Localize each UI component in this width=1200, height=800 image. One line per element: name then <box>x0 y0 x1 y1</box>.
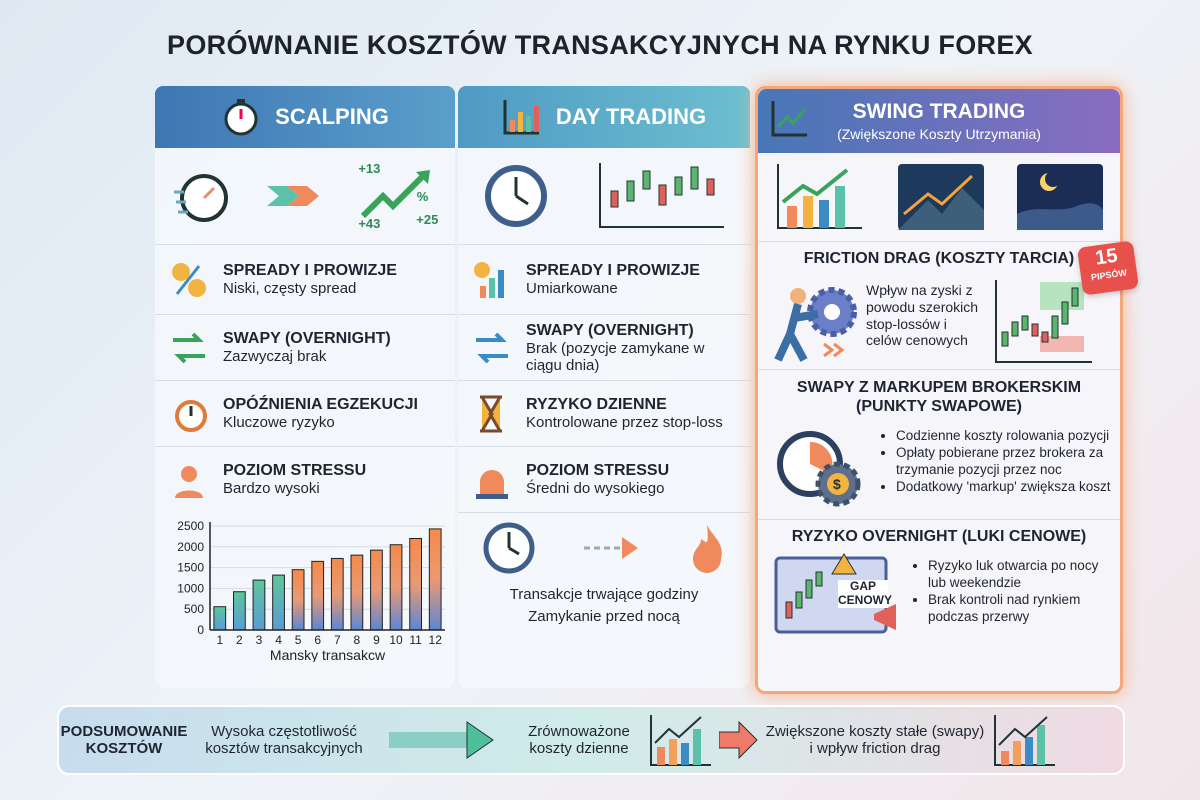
stopwatch-icon <box>221 97 261 137</box>
swap-arrows-icon <box>169 328 209 368</box>
bar <box>253 580 265 630</box>
friction-drag-title: FRICTION DRAG (KOSZTY TARCIA) <box>803 250 1075 267</box>
growth-chart-icon <box>775 162 865 232</box>
growth-chart-icon <box>770 99 810 139</box>
fire-icon <box>687 523 727 573</box>
day-footer-text: Transakcje trwające godziny Zamykanie przed nocą <box>509 586 699 625</box>
growth-chart-icon <box>993 713 1057 767</box>
transactions-bar-chart <box>155 512 455 662</box>
bar <box>410 538 422 630</box>
arrows-forward-icon <box>265 176 325 216</box>
day-spread-row: SPREADY I PROWIZJE Umiarkowane <box>458 244 750 314</box>
y-tick-label: 1000 <box>177 581 204 596</box>
stressed-person-icon <box>169 460 209 500</box>
bar <box>390 545 402 630</box>
cost-summary-bar <box>57 705 1125 775</box>
mountain-chart-icon <box>898 164 984 230</box>
x-tick-label: 6 <box>314 633 322 647</box>
growth-arrow-icon: +13 % +43 +25 <box>358 161 439 231</box>
swap-markup-list: • Codzienne koszty rolowania pozycji • Opłaty pobierane przez brokera za trzymanie pozycji przez noc • Dodatkowy 'markup' zwiększa koszt <box>878 428 1114 496</box>
growth-chart-icon <box>649 713 713 767</box>
x-tick-label: 1 <box>216 633 224 647</box>
arrow-right-icon <box>379 720 509 760</box>
swing-trading-title: SWING TRADING <box>852 100 1026 123</box>
scalping-column <box>155 86 455 688</box>
speed-arrow-icon <box>582 533 642 563</box>
swing-trading-column <box>755 86 1128 694</box>
swap-markup-section <box>758 369 1120 519</box>
x-tick-label: 11 <box>409 633 422 647</box>
bar <box>292 570 304 630</box>
bar <box>234 592 246 630</box>
bar-chart-icon <box>502 98 542 136</box>
alarm-light-icon <box>472 460 512 500</box>
overnight-risk-list: • Ryzyko luk otwarcia po nocy lub weekendzie • Brak kontroli nad rynkiem podczas przerwy <box>910 558 1110 626</box>
scalping-latency-row: OPÓŹNIENIA EGZEKUCJI Kluczowe ryzyko <box>155 380 455 446</box>
scalping-spread-row: SPREADY I PROWIZJE Niski, częsty spread <box>155 244 455 314</box>
candlestick-chart-icon <box>597 161 727 231</box>
swing-trading-subtitle: (Zwiększone Koszty Utrzymania) <box>837 126 1041 142</box>
x-tick-label: 10 <box>389 633 403 647</box>
night-moon-icon <box>1017 164 1103 230</box>
bar <box>371 550 383 630</box>
day-icons <box>458 148 750 244</box>
x-tick-label: 2 <box>236 633 243 647</box>
swap-markup-title: SWAPY Z MARKUPEM BROKERSKIM (PUNKTY SWAPOWE) <box>796 379 1082 416</box>
y-tick-label: 1500 <box>177 560 204 575</box>
swing-trading-header <box>758 89 1120 153</box>
candlestick-targets-icon <box>994 278 1094 366</box>
day-trading-column <box>458 86 750 688</box>
bar <box>214 607 226 630</box>
friction-drag-section <box>758 241 1128 369</box>
clock-icon <box>481 161 551 231</box>
bar <box>312 561 324 630</box>
clock-dollar-gear-icon <box>770 422 870 512</box>
bar <box>429 529 441 630</box>
overnight-risk-title: RYZYKO OVERNIGHT (LUKI CENOWE) <box>791 528 1087 545</box>
x-tick-label: 4 <box>275 633 282 647</box>
swap-arrows-icon <box>472 328 512 368</box>
day-trading-title: DAY TRADING <box>555 104 707 129</box>
friction-drag-desc: Wpływ na zyski z powodu szerokich stop-lossów i celów cenowych <box>866 282 979 349</box>
pips-price-tag: 15 PIPSÓW <box>1077 240 1139 295</box>
clock-icon <box>481 520 537 576</box>
x-tick-label: 5 <box>294 633 302 647</box>
arrow-right-red-icon <box>719 720 759 760</box>
gap-label: GAP CENOWY <box>838 579 892 607</box>
x-tick-label: 8 <box>353 633 361 647</box>
bar <box>331 558 343 630</box>
scalping-stress-row: POZIOM STRESSU Bardzo wysoki <box>155 446 455 512</box>
hourglass-icon <box>472 394 512 434</box>
bar <box>273 575 285 630</box>
page-title: PORÓWNANIE KOSZTÓW TRANSAKCYJNYCH NA RYNKU FOREX <box>167 30 1033 60</box>
stopwatch-icon <box>172 166 232 226</box>
day-trading-header <box>458 86 750 148</box>
x-tick-label: 3 <box>255 633 263 647</box>
clock-fast-icon <box>169 394 209 434</box>
svg-text:$: $ <box>833 476 841 492</box>
summary-day: Zrównoważone koszty dzienne <box>528 723 630 757</box>
y-tick-label: 2500 <box>177 519 204 533</box>
day-risk-row: RYZYKO DZIENNE Kontrolowane przez stop-loss <box>458 380 750 446</box>
x-tick-label: 7 <box>333 633 341 647</box>
scalping-title: SCALPING <box>275 104 389 129</box>
summary-swing: Zwiększone koszty stałe (swapy) i wpływ friction drag <box>765 723 985 757</box>
x-tick-label: 12 <box>428 633 442 647</box>
day-footer-icons <box>458 512 750 582</box>
y-tick-label: 500 <box>183 602 204 617</box>
scalping-header <box>155 86 455 148</box>
dollar-bars-icon <box>472 260 512 300</box>
day-stress-row: POZIOM STRESSU Średni do wysokiego <box>458 446 750 512</box>
x-tick-label: 9 <box>373 633 380 647</box>
bar <box>351 555 363 630</box>
y-tick-label: 2000 <box>177 539 204 554</box>
dollar-exchange-icon <box>169 260 209 300</box>
day-swap-row: SWAPY (OVERNIGHT) Brak (pozycje zamykane w ciągu dnia) <box>458 314 750 380</box>
y-tick-label: 0 <box>197 623 204 637</box>
summary-label: PODSUMOWANIE KOSZTÓW <box>60 723 188 757</box>
scalping-swap-row: SWAPY (OVERNIGHT) Zazwyczaj brak <box>155 314 455 380</box>
swing-icons <box>758 153 1120 241</box>
overnight-risk-section <box>758 519 1120 637</box>
summary-scalping: Wysoka częstotliwość kosztów transakcyjnych <box>205 723 363 757</box>
scalping-icons <box>155 148 455 244</box>
person-pushing-gear-icon <box>768 278 858 364</box>
x-axis-label: Mansky transakcw <box>269 647 386 662</box>
